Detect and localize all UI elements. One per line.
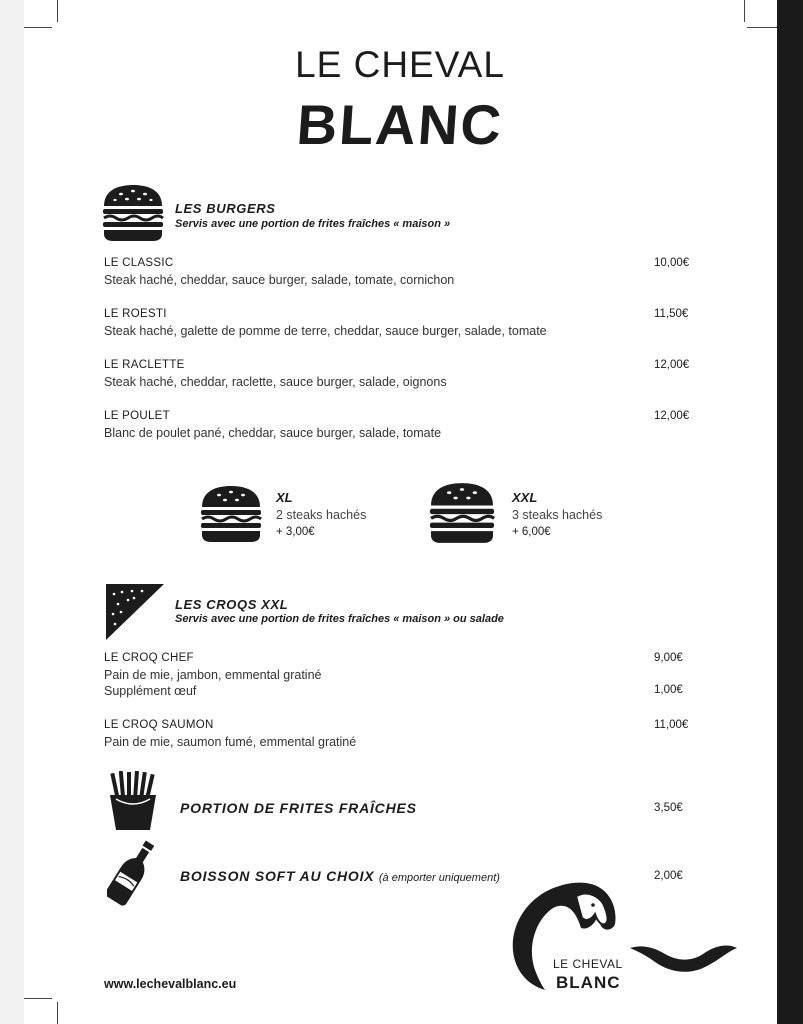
sandwich-icon	[104, 582, 166, 642]
burger-icon	[101, 184, 165, 242]
crop-mark	[24, 998, 52, 999]
website-link[interactable]: www.lechevalblanc.eu	[104, 977, 237, 991]
extra-fries-price: 3,50€	[654, 802, 683, 814]
supplement-label: Supplément œuf	[104, 684, 197, 698]
burger-icon	[198, 485, 264, 543]
item-description: Steak haché, cheddar, sauce burger, salade, tomate, cornichon	[104, 273, 455, 287]
supplement-price: 1,00€	[654, 684, 683, 696]
item-price: 12,00€	[654, 410, 690, 422]
item-description: Blanc de poulet pané, cheddar, sauce burger, salade, tomate	[104, 426, 442, 440]
item-price: 9,00€	[654, 652, 683, 664]
size-label: XL	[276, 490, 293, 505]
horse-logo-icon	[505, 878, 740, 993]
size-description: 3 steaks hachés	[512, 508, 603, 522]
item-price: 12,00€	[654, 359, 690, 371]
extra-drink-price: 2,00€	[654, 870, 683, 882]
size-price: + 3,00€	[276, 526, 315, 538]
item-description: Steak haché, cheddar, raclette, sauce burger, salade, oignons	[104, 375, 447, 389]
crop-mark	[57, 1002, 58, 1024]
section-subtitle-croqs: Servis avec une portion de frites fraîches « maison » ou salade	[175, 613, 504, 625]
item-price: 11,50€	[654, 308, 689, 320]
item-name: LE CROQ SAUMON	[104, 719, 214, 731]
item-price: 10,00€	[654, 257, 690, 269]
size-option-xl	[276, 490, 366, 538]
restaurant-name-line2: BLANC	[294, 93, 506, 156]
menu-item	[104, 308, 704, 342]
crop-mark	[744, 0, 745, 22]
item-description: Pain de mie, saumon fumé, emmental gratiné	[104, 735, 357, 749]
size-description: 2 steaks hachés	[276, 508, 367, 522]
menu-item	[104, 359, 704, 393]
logo-text-line2: BLANC	[556, 973, 621, 992]
item-price: 11,00€	[654, 719, 689, 731]
item-name: LE CLASSIC	[104, 257, 174, 269]
item-description: Steak haché, galette de pomme de terre, cheddar, sauce burger, salade, tomate	[104, 324, 547, 338]
extra-fries-title: PORTION DE FRITES FRAÎCHES	[180, 800, 417, 816]
restaurant-name-line1: LE CHEVAL	[295, 44, 505, 85]
section-title-croqs: LES CROQS XXL	[175, 597, 289, 612]
section-subtitle-burgers: Servis avec une portion de frites fraîches « maison »	[175, 218, 451, 230]
logo-text-line1: LE CHEVAL	[553, 957, 623, 971]
item-name: LE RACLETTE	[104, 359, 185, 371]
size-price: + 6,00€	[512, 526, 551, 538]
menu-item	[104, 257, 704, 291]
size-option-xxl	[512, 490, 602, 538]
item-name: LE CROQ CHEF	[104, 652, 194, 664]
extra-drink-title: BOISSON SOFT AU CHOIX	[180, 868, 375, 884]
item-description: Pain de mie, jambon, emmental gratiné	[104, 668, 322, 682]
fries-icon	[107, 771, 159, 831]
crop-mark	[57, 0, 58, 22]
item-name: LE ROESTI	[104, 308, 167, 320]
bottle-icon	[107, 838, 157, 906]
extra-drink-note: (à emporter uniquement)	[378, 872, 500, 884]
burger-icon	[426, 482, 498, 544]
section-title-burgers: LES BURGERS	[175, 201, 276, 216]
crop-mark	[24, 27, 52, 28]
menu-item	[104, 652, 704, 702]
item-name: LE POULET	[104, 410, 170, 422]
menu-item	[104, 719, 704, 753]
crop-mark	[747, 27, 777, 28]
extra-drink	[180, 868, 500, 886]
size-label: XXL	[512, 490, 538, 505]
menu-item	[104, 410, 704, 444]
